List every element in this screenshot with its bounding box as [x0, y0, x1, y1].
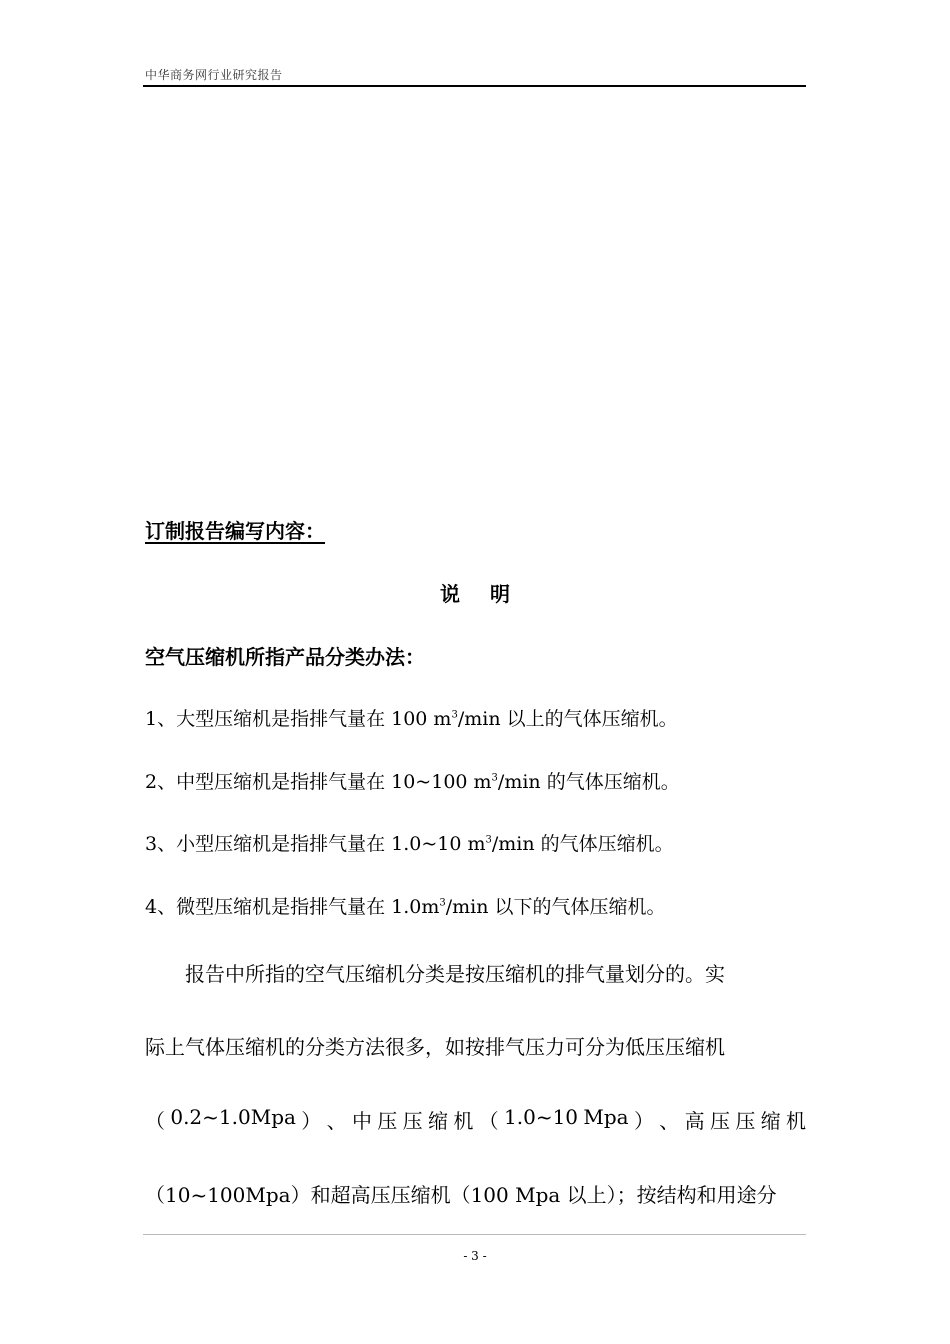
section-heading: 订制报告编写内容：	[145, 519, 325, 543]
item-superscript: 3	[485, 834, 492, 846]
para-token: 缩	[427, 1109, 448, 1133]
item-text: /min 以下的气体压缩机。	[445, 896, 666, 918]
item-superscript: 3	[439, 897, 446, 909]
para-token: 压	[735, 1109, 756, 1133]
item-text: /min 的气体压缩机。	[491, 833, 674, 855]
item-superscript: 3	[491, 772, 498, 784]
para-token: （	[145, 1109, 165, 1133]
header-rule	[143, 85, 806, 87]
classification-subheading: 空气压缩机所指产品分类办法：	[145, 645, 425, 669]
paragraph-line-justified	[145, 1105, 806, 1134]
para-token: 机	[453, 1109, 474, 1133]
item-text: 1、大型压缩机是指排气量在 100 m	[145, 708, 452, 730]
document-title: 说明	[440, 582, 540, 606]
para-token: 、	[659, 1109, 680, 1133]
list-item	[145, 829, 674, 856]
para-token: 缩	[760, 1109, 781, 1133]
para-token: 、	[326, 1109, 347, 1133]
list-item	[145, 704, 678, 731]
item-text: /min 的气体压缩机。	[497, 771, 680, 793]
paragraph-line: （10~100Mpa）和超高压压缩机（100 Mpa 以上）；按结构和用途分	[145, 1183, 777, 1207]
page-number: - 3 -	[463, 1249, 487, 1263]
paragraph-line: 际上气体压缩机的分类方法很多，如按排气压力可分为低压压缩机	[145, 1035, 725, 1059]
page-header-text: 中华商务网行业研究报告	[145, 68, 283, 82]
para-token: 压	[377, 1109, 398, 1133]
list-item	[145, 767, 680, 794]
para-token: （	[478, 1109, 499, 1133]
para-token: 高	[684, 1109, 705, 1133]
para-token: ）	[633, 1109, 654, 1133]
item-text: 4、微型压缩机是指排气量在 1.0m	[145, 896, 440, 918]
item-text: 2、中型压缩机是指排气量在 10~100 m	[145, 771, 492, 793]
para-token: ）	[301, 1109, 322, 1133]
item-text: 3、小型压缩机是指排气量在 1.0~10 m	[145, 833, 486, 855]
para-token: 机	[786, 1109, 806, 1133]
list-item	[145, 892, 666, 919]
item-superscript: 3	[451, 709, 458, 721]
para-token: 压	[709, 1109, 730, 1133]
paragraph-line: 报告中所指的空气压缩机分类是按压缩机的排气量划分的。实	[145, 962, 725, 986]
para-token: Mpa	[583, 1105, 629, 1129]
para-token: 中	[351, 1109, 372, 1133]
para-token: 1.0~10	[504, 1105, 579, 1129]
item-text: /min 以上的气体压缩机。	[457, 708, 678, 730]
para-token: 0.2~1.0Mpa	[170, 1105, 296, 1129]
footer-rule	[143, 1234, 806, 1235]
para-token: 压	[402, 1109, 423, 1133]
